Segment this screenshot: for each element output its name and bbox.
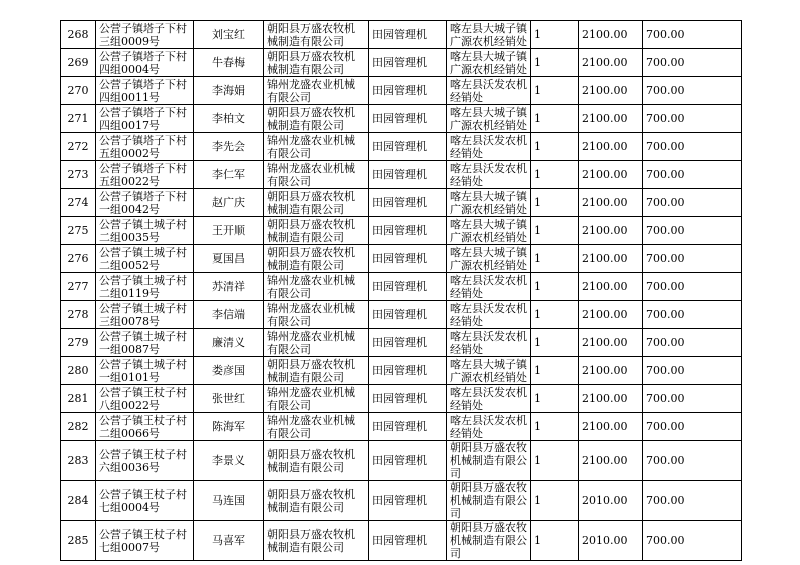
cell-address: 公营子镇塔子下村四组0011号 xyxy=(96,77,194,105)
cell-subsidy: 700.00 xyxy=(643,77,742,105)
cell-address: 公营子镇土城子村二组0119号 xyxy=(96,273,194,301)
cell-buyer-name: 李先会 xyxy=(194,133,264,161)
cell-subsidy: 700.00 xyxy=(643,521,742,561)
cell-machine-type: 田园管理机 xyxy=(369,217,447,245)
records-table xyxy=(60,20,742,561)
cell-quantity: 1 xyxy=(531,49,579,77)
cell-serial-number: 285 xyxy=(61,521,96,561)
cell-dealer: 喀左县沃发农机经销处 xyxy=(447,161,531,189)
cell-dealer: 朝阳县万盛农牧机械制造有限公司 xyxy=(447,441,531,481)
cell-serial-number: 273 xyxy=(61,161,96,189)
cell-serial-number: 280 xyxy=(61,357,96,385)
cell-address: 公营子镇土城子村一组0101号 xyxy=(96,357,194,385)
cell-subsidy: 700.00 xyxy=(643,301,742,329)
cell-dealer: 喀左县沃发农机经销处 xyxy=(447,273,531,301)
cell-manufacturer: 朝阳县万盛农牧机械制造有限公司 xyxy=(264,21,369,49)
cell-serial-number: 271 xyxy=(61,105,96,133)
cell-buyer-name: 廉清义 xyxy=(194,329,264,357)
cell-subsidy: 700.00 xyxy=(643,481,742,521)
cell-quantity: 1 xyxy=(531,329,579,357)
cell-price: 2100.00 xyxy=(579,77,643,105)
cell-quantity: 1 xyxy=(531,21,579,49)
cell-machine-type: 田园管理机 xyxy=(369,21,447,49)
cell-manufacturer: 锦州龙盛农业机械有限公司 xyxy=(264,77,369,105)
cell-address: 公营子镇土城子村三组0078号 xyxy=(96,301,194,329)
table-row xyxy=(61,161,742,189)
table-row xyxy=(61,481,742,521)
cell-price: 2100.00 xyxy=(579,21,643,49)
cell-manufacturer: 锦州龙盛农业机械有限公司 xyxy=(264,413,369,441)
cell-quantity: 1 xyxy=(531,441,579,481)
cell-buyer-name: 李景义 xyxy=(194,441,264,481)
cell-quantity: 1 xyxy=(531,301,579,329)
table-row xyxy=(61,49,742,77)
cell-price: 2100.00 xyxy=(579,133,643,161)
cell-quantity: 1 xyxy=(531,161,579,189)
cell-manufacturer: 朝阳县万盛农牧机械制造有限公司 xyxy=(264,189,369,217)
cell-quantity: 1 xyxy=(531,105,579,133)
cell-machine-type: 田园管理机 xyxy=(369,385,447,413)
table-row xyxy=(61,357,742,385)
cell-machine-type: 田园管理机 xyxy=(369,273,447,301)
cell-buyer-name: 陈海军 xyxy=(194,413,264,441)
cell-dealer: 朝阳县万盛农牧机械制造有限公司 xyxy=(447,481,531,521)
table-row xyxy=(61,413,742,441)
table-row xyxy=(61,301,742,329)
table-row xyxy=(61,329,742,357)
cell-machine-type: 田园管理机 xyxy=(369,357,447,385)
cell-price: 2100.00 xyxy=(579,161,643,189)
cell-quantity: 1 xyxy=(531,77,579,105)
cell-subsidy: 700.00 xyxy=(643,49,742,77)
cell-price: 2100.00 xyxy=(579,441,643,481)
cell-serial-number: 276 xyxy=(61,245,96,273)
cell-buyer-name: 牛春梅 xyxy=(194,49,264,77)
cell-dealer: 喀左县沃发农机经销处 xyxy=(447,329,531,357)
cell-buyer-name: 刘宝红 xyxy=(194,21,264,49)
cell-machine-type: 田园管理机 xyxy=(369,133,447,161)
cell-address: 公营子镇王杖子村七组0007号 xyxy=(96,521,194,561)
cell-price: 2100.00 xyxy=(579,49,643,77)
table-row xyxy=(61,441,742,481)
cell-buyer-name: 李信端 xyxy=(194,301,264,329)
cell-manufacturer: 锦州龙盛农业机械有限公司 xyxy=(264,273,369,301)
cell-price: 2100.00 xyxy=(579,273,643,301)
cell-buyer-name: 马连国 xyxy=(194,481,264,521)
cell-manufacturer: 朝阳县万盛农牧机械制造有限公司 xyxy=(264,441,369,481)
cell-serial-number: 279 xyxy=(61,329,96,357)
cell-machine-type: 田园管理机 xyxy=(369,105,447,133)
cell-manufacturer: 锦州龙盛农业机械有限公司 xyxy=(264,161,369,189)
cell-serial-number: 270 xyxy=(61,77,96,105)
cell-price: 2100.00 xyxy=(579,329,643,357)
cell-dealer: 喀左县沃发农机经销处 xyxy=(447,301,531,329)
table-row xyxy=(61,521,742,561)
cell-address: 公营子镇塔子下村四组0017号 xyxy=(96,105,194,133)
cell-subsidy: 700.00 xyxy=(643,161,742,189)
cell-machine-type: 田园管理机 xyxy=(369,521,447,561)
cell-serial-number: 277 xyxy=(61,273,96,301)
cell-machine-type: 田园管理机 xyxy=(369,245,447,273)
cell-quantity: 1 xyxy=(531,189,579,217)
cell-buyer-name: 张世红 xyxy=(194,385,264,413)
cell-address: 公营子镇塔子下村一组0042号 xyxy=(96,189,194,217)
cell-manufacturer: 锦州龙盛农业机械有限公司 xyxy=(264,301,369,329)
cell-dealer: 喀左县沃发农机经销处 xyxy=(447,413,531,441)
cell-quantity: 1 xyxy=(531,481,579,521)
cell-buyer-name: 李柏文 xyxy=(194,105,264,133)
table-row xyxy=(61,189,742,217)
table-row xyxy=(61,77,742,105)
cell-manufacturer: 锦州龙盛农业机械有限公司 xyxy=(264,133,369,161)
table-row xyxy=(61,105,742,133)
cell-serial-number: 278 xyxy=(61,301,96,329)
cell-subsidy: 700.00 xyxy=(643,329,742,357)
cell-buyer-name: 李海娟 xyxy=(194,77,264,105)
cell-price: 2100.00 xyxy=(579,357,643,385)
cell-subsidy: 700.00 xyxy=(643,273,742,301)
cell-manufacturer: 朝阳县万盛农牧机械制造有限公司 xyxy=(264,357,369,385)
cell-dealer: 喀左县沃发农机经销处 xyxy=(447,133,531,161)
cell-manufacturer: 锦州龙盛农业机械有限公司 xyxy=(264,385,369,413)
cell-dealer: 喀左县大城子镇广源农机经销处 xyxy=(447,105,531,133)
cell-buyer-name: 赵广庆 xyxy=(194,189,264,217)
cell-serial-number: 275 xyxy=(61,217,96,245)
cell-quantity: 1 xyxy=(531,245,579,273)
cell-machine-type: 田园管理机 xyxy=(369,189,447,217)
cell-price: 2010.00 xyxy=(579,521,643,561)
cell-subsidy: 700.00 xyxy=(643,105,742,133)
cell-manufacturer: 朝阳县万盛农牧机械制造有限公司 xyxy=(264,105,369,133)
cell-subsidy: 700.00 xyxy=(643,189,742,217)
cell-dealer: 喀左县沃发农机经销处 xyxy=(447,77,531,105)
cell-address: 公营子镇塔子下村五组0022号 xyxy=(96,161,194,189)
cell-serial-number: 268 xyxy=(61,21,96,49)
cell-quantity: 1 xyxy=(531,413,579,441)
cell-price: 2100.00 xyxy=(579,301,643,329)
cell-subsidy: 700.00 xyxy=(643,441,742,481)
cell-serial-number: 283 xyxy=(61,441,96,481)
cell-address: 公营子镇王杖子村六组0036号 xyxy=(96,441,194,481)
cell-price: 2100.00 xyxy=(579,189,643,217)
cell-price: 2100.00 xyxy=(579,245,643,273)
cell-buyer-name: 娄彦国 xyxy=(194,357,264,385)
cell-address: 公营子镇塔子下村四组0004号 xyxy=(96,49,194,77)
cell-quantity: 1 xyxy=(531,385,579,413)
cell-address: 公营子镇土城子村二组0035号 xyxy=(96,217,194,245)
cell-serial-number: 274 xyxy=(61,189,96,217)
table-row xyxy=(61,217,742,245)
cell-price: 2100.00 xyxy=(579,385,643,413)
cell-dealer: 喀左县大城子镇广源农机经销处 xyxy=(447,217,531,245)
cell-dealer: 喀左县大城子镇广源农机经销处 xyxy=(447,245,531,273)
table-body xyxy=(61,21,742,561)
cell-subsidy: 700.00 xyxy=(643,357,742,385)
cell-machine-type: 田园管理机 xyxy=(369,413,447,441)
cell-machine-type: 田园管理机 xyxy=(369,329,447,357)
cell-manufacturer: 朝阳县万盛农牧机械制造有限公司 xyxy=(264,49,369,77)
cell-machine-type: 田园管理机 xyxy=(369,441,447,481)
cell-manufacturer: 朝阳县万盛农牧机械制造有限公司 xyxy=(264,521,369,561)
cell-manufacturer: 朝阳县万盛农牧机械制造有限公司 xyxy=(264,217,369,245)
cell-buyer-name: 李仁军 xyxy=(194,161,264,189)
cell-price: 2100.00 xyxy=(579,105,643,133)
table-row xyxy=(61,273,742,301)
cell-quantity: 1 xyxy=(531,273,579,301)
table-row xyxy=(61,385,742,413)
cell-machine-type: 田园管理机 xyxy=(369,77,447,105)
cell-buyer-name: 苏清祥 xyxy=(194,273,264,301)
cell-price: 2100.00 xyxy=(579,217,643,245)
cell-buyer-name: 夏国昌 xyxy=(194,245,264,273)
cell-address: 公营子镇土城子村一组0087号 xyxy=(96,329,194,357)
cell-manufacturer: 锦州龙盛农业机械有限公司 xyxy=(264,329,369,357)
cell-dealer: 喀左县大城子镇广源农机经销处 xyxy=(447,357,531,385)
cell-address: 公营子镇土城子村二组0052号 xyxy=(96,245,194,273)
cell-address: 公营子镇王杖子村二组0066号 xyxy=(96,413,194,441)
cell-quantity: 1 xyxy=(531,521,579,561)
cell-buyer-name: 王开顺 xyxy=(194,217,264,245)
cell-dealer: 喀左县大城子镇广源农机经销处 xyxy=(447,21,531,49)
cell-manufacturer: 朝阳县万盛农牧机械制造有限公司 xyxy=(264,481,369,521)
cell-dealer: 喀左县沃发农机经销处 xyxy=(447,385,531,413)
cell-subsidy: 700.00 xyxy=(643,245,742,273)
table-row xyxy=(61,21,742,49)
cell-manufacturer: 朝阳县万盛农牧机械制造有限公司 xyxy=(264,245,369,273)
cell-machine-type: 田园管理机 xyxy=(369,301,447,329)
cell-quantity: 1 xyxy=(531,357,579,385)
table-row xyxy=(61,245,742,273)
cell-machine-type: 田园管理机 xyxy=(369,49,447,77)
cell-dealer: 朝阳县万盛农牧机械制造有限公司 xyxy=(447,521,531,561)
cell-subsidy: 700.00 xyxy=(643,217,742,245)
cell-price: 2010.00 xyxy=(579,481,643,521)
cell-price: 2100.00 xyxy=(579,413,643,441)
cell-subsidy: 700.00 xyxy=(643,21,742,49)
cell-machine-type: 田园管理机 xyxy=(369,481,447,521)
cell-quantity: 1 xyxy=(531,217,579,245)
cell-subsidy: 700.00 xyxy=(643,133,742,161)
cell-subsidy: 700.00 xyxy=(643,385,742,413)
cell-dealer: 喀左县大城子镇广源农机经销处 xyxy=(447,189,531,217)
cell-serial-number: 272 xyxy=(61,133,96,161)
cell-serial-number: 284 xyxy=(61,481,96,521)
cell-quantity: 1 xyxy=(531,133,579,161)
cell-buyer-name: 马喜军 xyxy=(194,521,264,561)
table-row xyxy=(61,133,742,161)
cell-address: 公营子镇王杖子村八组0022号 xyxy=(96,385,194,413)
cell-serial-number: 282 xyxy=(61,413,96,441)
cell-address: 公营子镇塔子下村三组0009号 xyxy=(96,21,194,49)
cell-address: 公营子镇王杖子村七组0004号 xyxy=(96,481,194,521)
cell-machine-type: 田园管理机 xyxy=(369,161,447,189)
cell-dealer: 喀左县大城子镇广源农机经销处 xyxy=(447,49,531,77)
cell-address: 公营子镇塔子下村五组0002号 xyxy=(96,133,194,161)
cell-serial-number: 269 xyxy=(61,49,96,77)
cell-serial-number: 281 xyxy=(61,385,96,413)
cell-subsidy: 700.00 xyxy=(643,413,742,441)
